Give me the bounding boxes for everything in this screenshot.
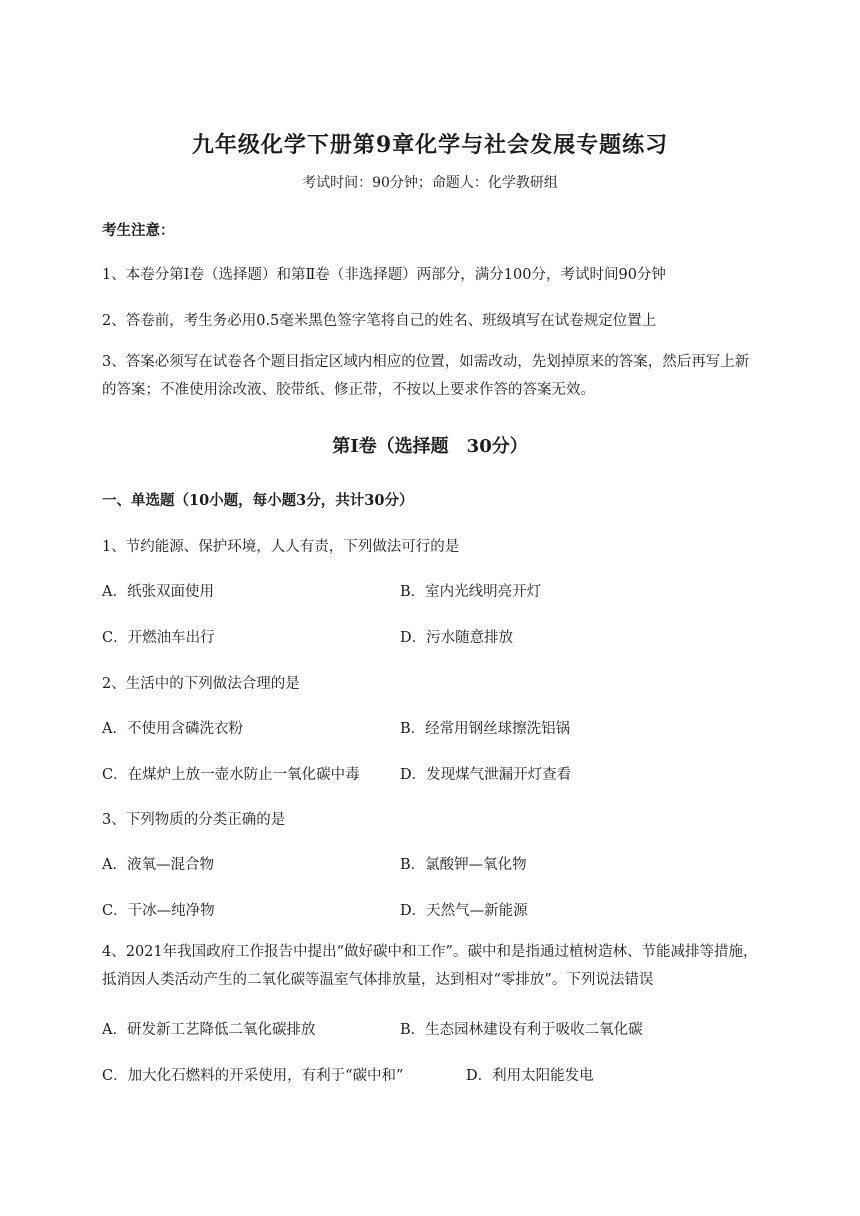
question-4-option-b: B．生态园林建设有利于吸收二氧化碳	[400, 1022, 643, 1038]
question-1-option-a: A．纸张双面使用	[102, 584, 214, 600]
question-2-option-d: D．发现煤气泄漏开灯查看	[400, 767, 572, 783]
question-4-option-d: D．利用太阳能发电	[466, 1068, 594, 1084]
question-3-option-c: C．干冰—纯净物	[102, 903, 215, 919]
question-1-option-c: C．开燃油车出行	[102, 630, 215, 646]
question-2-option-b: B．经常用钢丝球擦洗铝锅	[400, 721, 571, 737]
section-title: 第Ⅰ卷（选择题 30分）	[332, 436, 528, 457]
question-3-option-b: B．氯酸钾—氧化物	[400, 857, 527, 873]
notice-heading: 考生注意：	[102, 222, 175, 239]
page-subtitle: 考试时间：90分钟；命题人：化学教研组	[302, 175, 558, 191]
question-1-stem: 1、节约能源、保护环境，人人有责，下列做法可行的是	[102, 539, 460, 555]
notice-item-3: 3、答案必须写在试卷各个题目指定区域内相应的位置，如需改动，先划掉原来的答案，然后再写上新的答案；不准使用涂改液、胶带纸、修正带，不按以上要求作答的答案无效。	[102, 354, 750, 398]
question-3-stem: 3、下列物质的分类正确的是	[102, 812, 286, 828]
question-2-option-a: A．不使用含磷洗衣粉	[102, 721, 243, 737]
question-3-option-a: A．液氧—混合物	[102, 857, 214, 873]
question-4-stem: 4、2021年我国政府工作报告中提出“做好碳中和工作”。碳中和是指通过植树造林、节能减排等措施，抵消因人类活动产生的二氧化碳等温室气体排放量，达到相对“零排放”。下列说法错误	[102, 944, 758, 988]
page-title: 九年级化学下册第9章化学与社会发展专题练习	[191, 132, 669, 158]
question-2-option-c: C．在煤炉上放一壶水防止一氧化碳中毒	[102, 767, 360, 783]
question-1-option-d: D．污水随意排放	[400, 630, 514, 646]
question-3-option-d: D．天然气—新能源	[400, 903, 528, 919]
notice-item-1: 1、本卷分第Ⅰ卷（选择题）和第Ⅱ卷（非选择题）两部分，满分100分，考试时间90分钟	[102, 267, 666, 283]
notice-item-2: 2、答卷前，考生务必用0.5毫米黑色签字笔将自己的姓名、班级填写在试卷规定位置上	[102, 313, 657, 329]
question-4-option-a: A．研发新工艺降低二氧化碳排放	[102, 1022, 316, 1038]
question-2-stem: 2、生活中的下列做法合理的是	[102, 676, 300, 692]
question-1-option-b: B．室内光线明亮开灯	[400, 584, 542, 600]
part-heading: 一、单选题（10小题，每小题3分，共计30分）	[102, 492, 414, 509]
question-4-option-c: C．加大化石燃料的开采使用，有利于“碳中和”	[102, 1068, 404, 1084]
